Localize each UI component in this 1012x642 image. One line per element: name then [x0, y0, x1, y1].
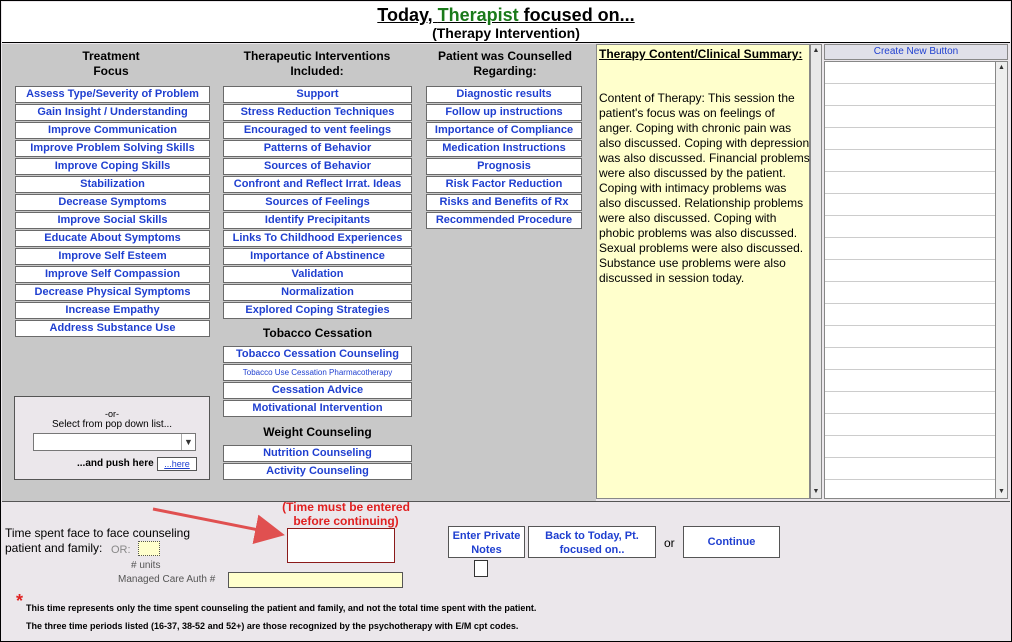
tobacco-button[interactable]: Motivational Intervention: [223, 400, 412, 417]
list-item[interactable]: [825, 282, 995, 304]
list-item[interactable]: [825, 370, 995, 392]
page-header: [2, 2, 1010, 43]
custom-buttons-list[interactable]: [824, 61, 996, 499]
counselled-button[interactable]: Recommended Procedure: [426, 212, 582, 229]
list-item[interactable]: [825, 172, 995, 194]
arrow-icon: [151, 504, 291, 544]
clinical-summary-panel[interactable]: [596, 44, 810, 499]
list-item[interactable]: [825, 106, 995, 128]
or-label: OR:: [111, 544, 131, 556]
list-item[interactable]: [825, 414, 995, 436]
interventions-heading: Therapeutic Interventions Included:: [243, 49, 391, 78]
treatment-focus-button[interactable]: Decrease Physical Symptoms: [15, 284, 210, 301]
popdown-push-label: ...and push here: [77, 458, 154, 469]
list-item[interactable]: [825, 436, 995, 458]
tobacco-button[interactable]: Tobacco Cessation Counseling: [223, 346, 412, 363]
list-item[interactable]: [825, 128, 995, 150]
intervention-button[interactable]: Links To Childhood Experiences: [223, 230, 412, 247]
scroll-down-icon[interactable]: ▼: [812, 488, 820, 495]
continue-button[interactable]: Continue: [683, 526, 780, 558]
counselled-button[interactable]: Prognosis: [426, 158, 582, 175]
counselled-button[interactable]: Medication Instructions: [426, 140, 582, 157]
treatment-focus-button[interactable]: Improve Self Esteem: [15, 248, 210, 265]
back-button[interactable]: Back to Today, Pt. focused on..: [528, 526, 656, 558]
intervention-button[interactable]: Patterns of Behavior: [223, 140, 412, 157]
summary-scrollbar[interactable]: [810, 44, 822, 499]
counselled-button[interactable]: Risk Factor Reduction: [426, 176, 582, 193]
list-item[interactable]: [825, 216, 995, 238]
treatment-focus-button[interactable]: Address Substance Use: [15, 320, 210, 337]
popdown-panel: [14, 396, 210, 480]
counselled-heading: Patient was Counselled Regarding:: [437, 49, 573, 78]
enter-private-notes-button[interactable]: Enter Private Notes: [448, 526, 525, 558]
treatment-focus-button[interactable]: Gain Insight / Understanding: [15, 104, 210, 121]
note-periods: The three time periods listed (16-37, 38-52 and 52+) are those recognized by the psychotherapy with E/M cpt codes.: [26, 621, 519, 631]
popdown-select-label: Select from pop down list...: [51, 419, 173, 430]
counselled-button[interactable]: Risks and Benefits of Rx: [426, 194, 582, 211]
units-label: # units: [131, 560, 161, 571]
or-text: or: [664, 536, 675, 550]
therapist-label: Therapist: [437, 5, 519, 25]
treatment-focus-button[interactable]: Improve Coping Skills: [15, 158, 210, 175]
create-new-button[interactable]: Create New Button: [824, 44, 1008, 60]
list-item[interactable]: [825, 458, 995, 480]
intervention-button[interactable]: Validation: [223, 266, 412, 283]
treatment-focus-button[interactable]: Decrease Symptoms: [15, 194, 210, 211]
managed-care-auth-input[interactable]: [228, 572, 403, 588]
time-spent-input[interactable]: [287, 528, 395, 563]
scroll-up-icon[interactable]: ▲: [812, 47, 820, 54]
scroll-up-icon[interactable]: ▲: [998, 64, 1005, 71]
weight-heading: Weight Counseling: [263, 425, 372, 439]
page-subtitle: (Therapy Intervention): [432, 25, 580, 41]
list-item[interactable]: [825, 62, 995, 84]
weight-button[interactable]: Nutrition Counseling: [223, 445, 412, 462]
tobacco-button[interactable]: Tobacco Use Cessation Pharmacotherapy: [223, 364, 412, 381]
list-item[interactable]: [825, 238, 995, 260]
intervention-button[interactable]: Identify Precipitants: [223, 212, 412, 229]
time-warning: (Time must be entered before continuing): [282, 500, 410, 528]
divider: [2, 501, 1010, 502]
weight-button[interactable]: Activity Counseling: [223, 463, 412, 480]
list-scrollbar[interactable]: [995, 61, 1008, 499]
list-item[interactable]: [825, 194, 995, 216]
clinical-summary-title: Therapy Content/Clinical Summary:: [599, 47, 803, 61]
counselled-button[interactable]: Diagnostic results: [426, 86, 582, 103]
list-item[interactable]: [825, 304, 995, 326]
list-item[interactable]: [825, 392, 995, 414]
treatment-focus-button[interactable]: Improve Communication: [15, 122, 210, 139]
time-spent-label: Time spent face to face counseling patient and family:: [5, 526, 190, 555]
note-time: This time represents only the time spent counseling the patient and family, and not the total time spent with the patient.: [26, 603, 537, 613]
auth-label: Managed Care Auth #: [118, 574, 216, 585]
popdown-here-button[interactable]: ...here: [157, 457, 197, 471]
scroll-down-icon[interactable]: ▼: [998, 488, 1005, 495]
treatment-focus-button[interactable]: Assess Type/Severity of Problem: [15, 86, 210, 103]
tobacco-button[interactable]: Cessation Advice: [223, 382, 412, 399]
list-item[interactable]: [825, 260, 995, 282]
popdown-select[interactable]: [33, 433, 196, 451]
treatment-focus-button[interactable]: Educate About Symptoms: [15, 230, 210, 247]
treatment-focus-button[interactable]: Improve Problem Solving Skills: [15, 140, 210, 157]
counselled-button[interactable]: Importance of Compliance: [426, 122, 582, 139]
intervention-button[interactable]: Sources of Feelings: [223, 194, 412, 211]
chevron-down-icon[interactable]: ▼: [181, 434, 195, 450]
list-item[interactable]: [825, 348, 995, 370]
list-item[interactable]: [825, 84, 995, 106]
page-title: Today, Therapist focused on...: [377, 5, 635, 25]
treatment-focus-button[interactable]: Stabilization: [15, 176, 210, 193]
tobacco-heading: Tobacco Cessation: [262, 326, 373, 340]
list-item[interactable]: [825, 326, 995, 348]
counselled-button[interactable]: Follow up instructions: [426, 104, 582, 121]
intervention-button[interactable]: Normalization: [223, 284, 412, 301]
intervention-button[interactable]: Encouraged to vent feelings: [223, 122, 412, 139]
treatment-focus-button[interactable]: Improve Self Compassion: [15, 266, 210, 283]
intervention-button[interactable]: Importance of Abstinence: [223, 248, 412, 265]
private-notes-checkbox[interactable]: [474, 560, 488, 577]
treatment-focus-button[interactable]: Increase Empathy: [15, 302, 210, 319]
intervention-button[interactable]: Explored Coping Strategies: [223, 302, 412, 319]
asterisk-icon: *: [16, 591, 24, 611]
intervention-button[interactable]: Confront and Reflect Irrat. Ideas: [223, 176, 412, 193]
treatment-focus-button[interactable]: Improve Social Skills: [15, 212, 210, 229]
clinical-summary-text[interactable]: Content of Therapy: This session the patient's focus was on feelings of anger. Coping with chronic pain was also discussed. Coping with depression was also discussed. Financial problems were also discussed by the patient. Coping with intimacy problems was also discussed. Relationship problems were also discussed. Coping with phobic problems was also discussed. Sexual problems were also discussed. Substance use problems were also discussed in session today.: [599, 91, 810, 285]
list-item[interactable]: [825, 150, 995, 172]
intervention-button[interactable]: Sources of Behavior: [223, 158, 412, 175]
treatment-focus-heading: Treatment Focus: [82, 49, 140, 78]
popdown-or-label: -or-: [105, 409, 119, 419]
intervention-button[interactable]: Support: [223, 86, 412, 103]
intervention-button[interactable]: Stress Reduction Techniques: [223, 104, 412, 121]
